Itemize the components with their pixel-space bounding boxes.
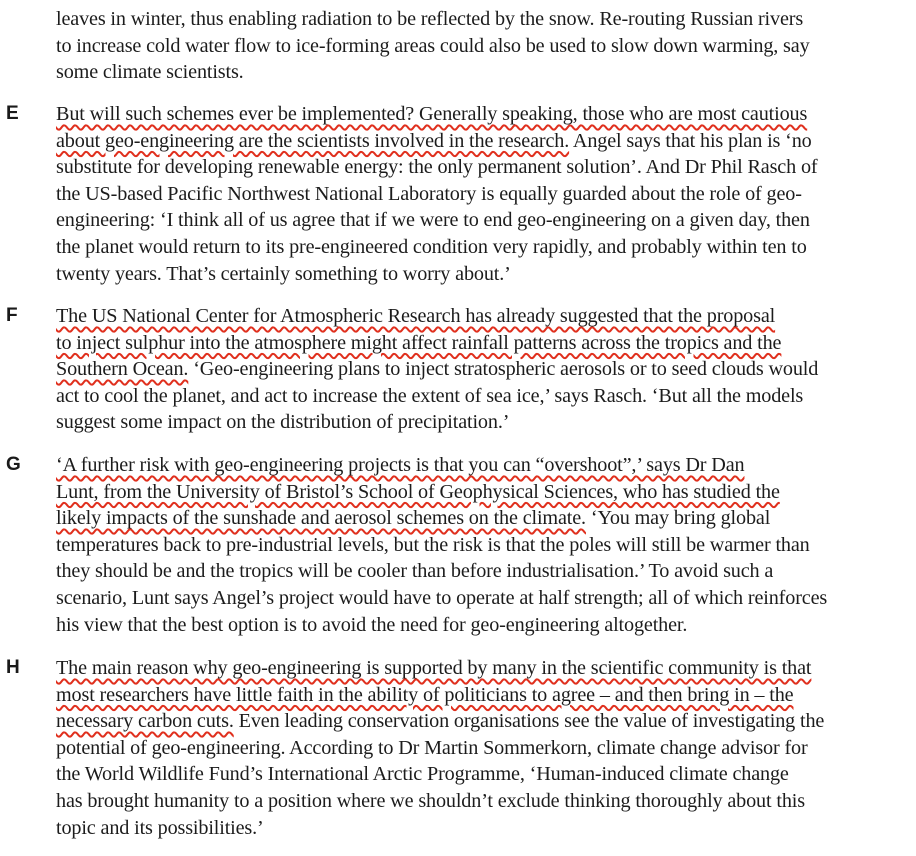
- underlined-text: The US National Center for Atmospheric Research has already suggested that the proposal: [56, 305, 776, 327]
- paragraph-h: [0, 655, 916, 841]
- plain-text: they should be and the tropics will be cooler than before industrialisation.’ To avoid such a: [56, 560, 774, 583]
- plain-text: temperatures back to pre-industrial levels, but the risk is that the poles will still be warmer than: [56, 533, 810, 556]
- text-line: [56, 655, 904, 682]
- text-line: some climate scientists.: [56, 61, 244, 84]
- text-line: [56, 612, 904, 639]
- underlined-text: necessary carbon cuts.: [56, 710, 234, 733]
- text-line: [56, 479, 904, 506]
- plain-text: Even leading conservation organisations see the value of investigating the: [233, 710, 825, 733]
- plain-text: twenty years. That’s certainly something to worry about.’: [56, 262, 511, 285]
- underlined-text: likely impacts of the sunshade and aerosol schemes on the climate.: [56, 507, 586, 530]
- underlined-text: ‘A further risk with geo-engineering projects is that you can “overshoot”,’ says Dr Dan: [56, 454, 745, 476]
- text-line: to increase cold water flow to ice-forming areas could also be used to slow down warming, say: [56, 34, 810, 57]
- underlined-text: Lunt, from the University of Bristol’s School of Geophysical Sciences, who has studied the: [56, 480, 780, 503]
- plain-text: engineering: ‘I think all of us agree that if we were to end geo-engineering on a given day, then: [56, 209, 810, 232]
- plain-text: the planet would return to its pre-engineered condition very rapidly, and probably within ten to: [56, 235, 807, 258]
- text-line: [56, 383, 904, 410]
- text-line: [56, 761, 904, 788]
- text-line: [56, 815, 904, 842]
- text-line: [56, 558, 904, 585]
- text-line: [56, 585, 904, 612]
- paragraph-g: [0, 452, 916, 638]
- text-line: [56, 505, 904, 532]
- underlined-text: Southern Ocean.: [56, 358, 189, 381]
- text-line: [56, 101, 904, 128]
- underlined-text: The main reason why geo-engineering is supported by many in the scientific community is that: [56, 657, 812, 679]
- plain-text: his view that the best option is to avoid the need for geo-engineering altogether.: [56, 613, 688, 636]
- paragraph-letter: E: [6, 103, 19, 124]
- intro-paragraph: [0, 6, 916, 86]
- plain-text: suggest some impact on the distribution of precipitation.’: [56, 411, 510, 434]
- plain-text: potential of geo-engineering. According to Dr Martin Sommerkorn, climate change advisor for: [56, 736, 808, 759]
- text-line: [56, 708, 904, 735]
- plain-text: ‘Geo-engineering plans to inject stratospheric aerosols or to seed clouds would: [188, 358, 819, 381]
- text-line: [56, 154, 904, 181]
- paragraph-letter: F: [6, 305, 18, 326]
- plain-text: Angel says that his plan is ‘no: [569, 129, 812, 152]
- underlined-text: most researchers have little faith in the ability of politicians to agree – and then bring in – the: [56, 683, 794, 706]
- text-line: leaves in winter, thus enabling radiation to be reflected by the snow. Re-routing Russian rivers: [56, 8, 804, 30]
- text-line: [56, 128, 904, 155]
- text-line: [56, 330, 904, 357]
- text-line: [56, 234, 904, 261]
- text-line: [56, 207, 904, 234]
- text-line: [56, 452, 904, 479]
- text-line: [56, 303, 904, 330]
- text-line: [56, 409, 904, 436]
- plain-text: has brought humanity to a position where we shouldn’t exclude thinking thoroughly about this: [56, 789, 805, 812]
- plain-text: topic and its possibilities.’: [56, 816, 264, 839]
- text-line: [56, 356, 904, 383]
- paragraph-letter: G: [6, 454, 21, 475]
- text-line: [56, 261, 904, 288]
- plain-text: the World Wildlife Fund’s International Arctic Programme, ‘Human-induced climate change: [56, 763, 789, 786]
- text-line: [56, 788, 904, 815]
- plain-text: scenario, Lunt says Angel’s project would have to operate at half strength; all of which reinforces: [56, 586, 828, 609]
- underlined-text: about geo-engineering are the scientists involved in the research.: [56, 129, 570, 152]
- text-line: [56, 532, 904, 559]
- plain-text: the US-based Pacific Northwest National Laboratory is equally guarded about the role of geo-: [56, 182, 802, 205]
- text-line: [56, 735, 904, 762]
- paragraph-letter: H: [6, 657, 20, 678]
- text-line: [56, 181, 904, 208]
- paragraph-e: [0, 101, 916, 287]
- plain-text: ‘You may bring global: [585, 507, 771, 530]
- text-line: [56, 682, 904, 709]
- underlined-text: But will such schemes ever be implemented? Generally speaking, those who are most cautious: [56, 103, 808, 125]
- plain-text: substitute for developing renewable energy: the only permanent solution’. And Dr Phil Rasch of: [56, 156, 818, 179]
- plain-text: act to cool the planet, and act to increase the extent of sea ice,’ says Rasch. ‘But all the models: [56, 384, 804, 407]
- paragraph-f: [0, 303, 916, 436]
- underlined-text: to inject sulphur into the atmosphere might affect rainfall patterns across the tropics and the: [56, 331, 782, 354]
